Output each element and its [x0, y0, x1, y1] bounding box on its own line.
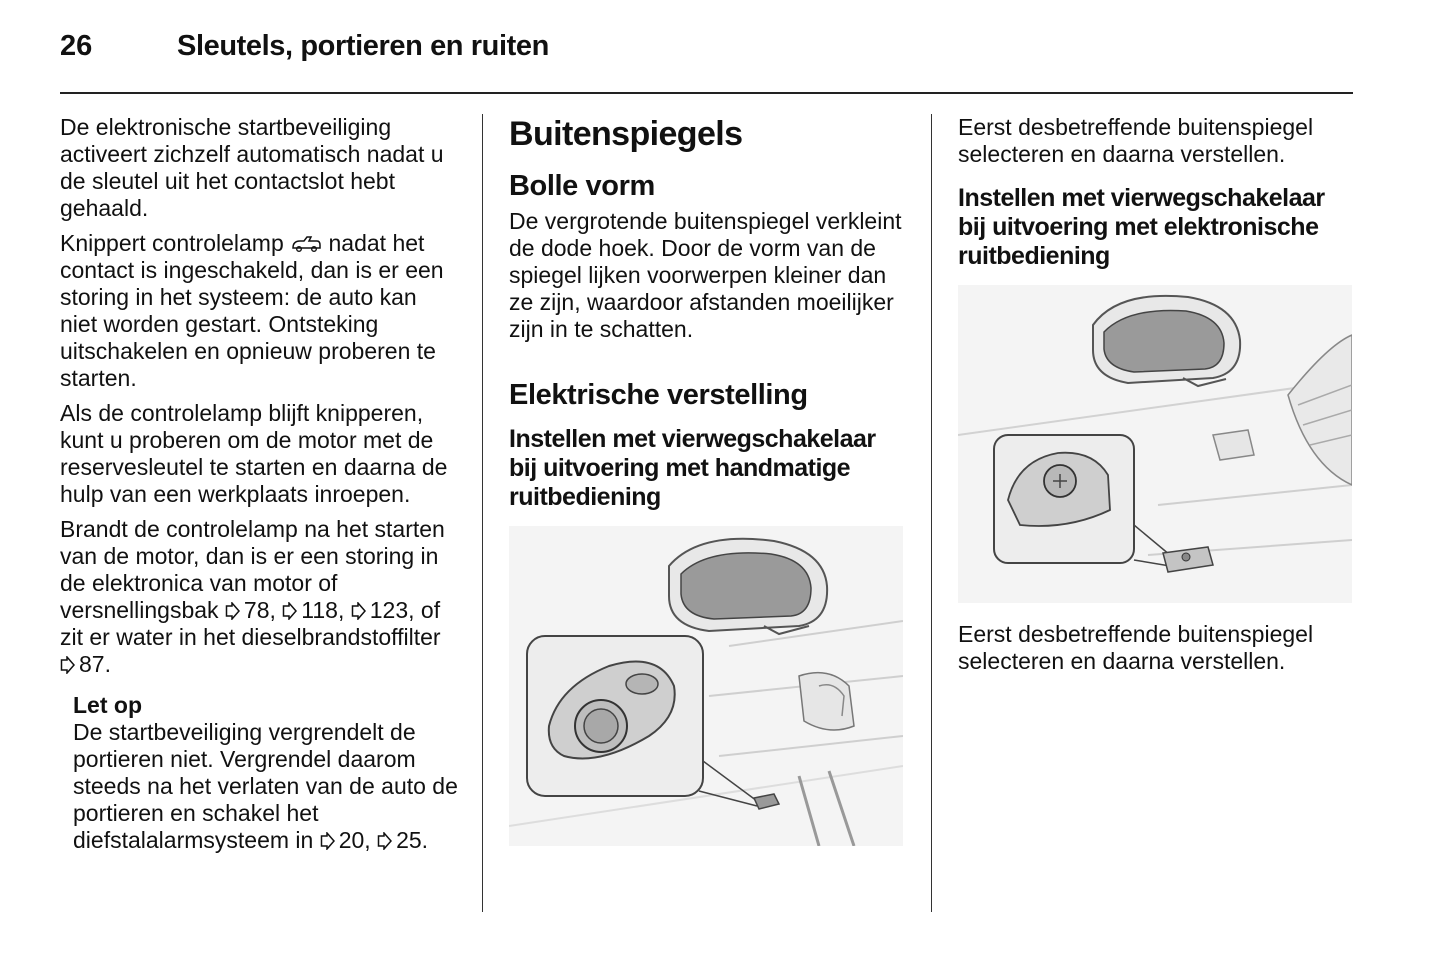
mirror-switch-illustration-electronic — [958, 285, 1352, 603]
page-reference-link[interactable]: 25. — [396, 827, 429, 853]
paragraph-text: Knippert controlelamp — [60, 230, 284, 256]
subheading: Elektrische verstelling — [509, 379, 808, 411]
column-divider — [482, 114, 483, 912]
sub-subheading: Instellen met vierwegschakelaar bij uitvoering met handmatige ruitbediening — [509, 425, 876, 511]
page-reference-arrow-icon[interactable] — [377, 832, 392, 850]
mirror-switch-illustration-manual — [509, 526, 903, 846]
page-reference-link[interactable]: 20, — [338, 827, 371, 853]
column-divider — [931, 114, 932, 912]
paragraph: De vergrotende buitenspiegel verkleint de dode hoek. Door de vorm van de spiegel lijken voorwerpen kleiner dan ze zijn, waardoor afstanden moeilijker zijn in te schatten. — [509, 208, 902, 342]
paragraph — [60, 516, 460, 678]
page-reference-link[interactable]: 87. — [79, 651, 111, 677]
page-header — [60, 28, 1353, 94]
chapter-title: Sleutels, portieren en ruiten — [177, 30, 549, 62]
column-3 — [958, 114, 1358, 675]
paragraph-text: nadat het contact is ingeschakeld, dan is er een storing in het systeem: de auto kan niet worden gestart. Ontsteking uitschakelen en opnieuw proberen te starten. — [60, 230, 444, 391]
paragraph-text: Brandt de controlelamp na het starten van de motor, dan is er een storing in de elektronica van motor of versnellingsbak — [60, 516, 445, 623]
immobiliser-lamp-icon — [290, 234, 322, 254]
note-title: Let op — [73, 692, 142, 718]
page-reference-arrow-icon[interactable] — [282, 602, 297, 620]
note-box — [73, 692, 460, 854]
paragraph: Eerst desbetreffende buitenspiegel selecteren en daarna verstellen. — [958, 621, 1314, 674]
page-reference-link[interactable]: 123, — [369, 597, 415, 623]
paragraph — [60, 230, 460, 392]
page-number: 26 — [60, 30, 93, 62]
page-reference-arrow-icon[interactable] — [351, 602, 366, 620]
paragraph: Als de controlelamp blijft knipperen, kunt u proberen om de motor met de reservesleutel te starten en daarna de hulp van een werkplaats inroepen. — [60, 400, 448, 507]
paragraph: De elektronische startbeveiliging activeert zichzelf automatisch nadat u de sleutel uit het contactslot hebt gehaald. — [60, 114, 444, 221]
page-reference-arrow-icon[interactable] — [60, 656, 75, 674]
section-heading: Buitenspiegels — [509, 115, 743, 153]
note-text — [73, 719, 460, 854]
paragraph-text: of zit er water in het dieselbrandstoffilter — [60, 597, 441, 650]
subheading: Bolle vorm — [509, 170, 655, 202]
page-reference-link[interactable]: 118, — [301, 597, 345, 623]
paragraph: Eerst desbetreffende buitenspiegel selecteren en daarna verstellen. — [958, 114, 1314, 167]
paragraph-text: De startbeveiliging vergrendelt de portieren niet. Vergrendel daarom steeds na het verlaten van de auto de portieren en schakel het diefstalalarmsysteem in — [73, 719, 458, 853]
sub-subheading: Instellen met vierwegschakelaar bij uitvoering met elektronische ruitbediening — [958, 184, 1325, 270]
page-reference-arrow-icon[interactable] — [320, 832, 335, 850]
page-reference-arrow-icon[interactable] — [225, 602, 240, 620]
page-reference-link[interactable]: 78, — [243, 597, 276, 623]
column-1 — [60, 114, 460, 862]
column-2 — [509, 114, 909, 846]
